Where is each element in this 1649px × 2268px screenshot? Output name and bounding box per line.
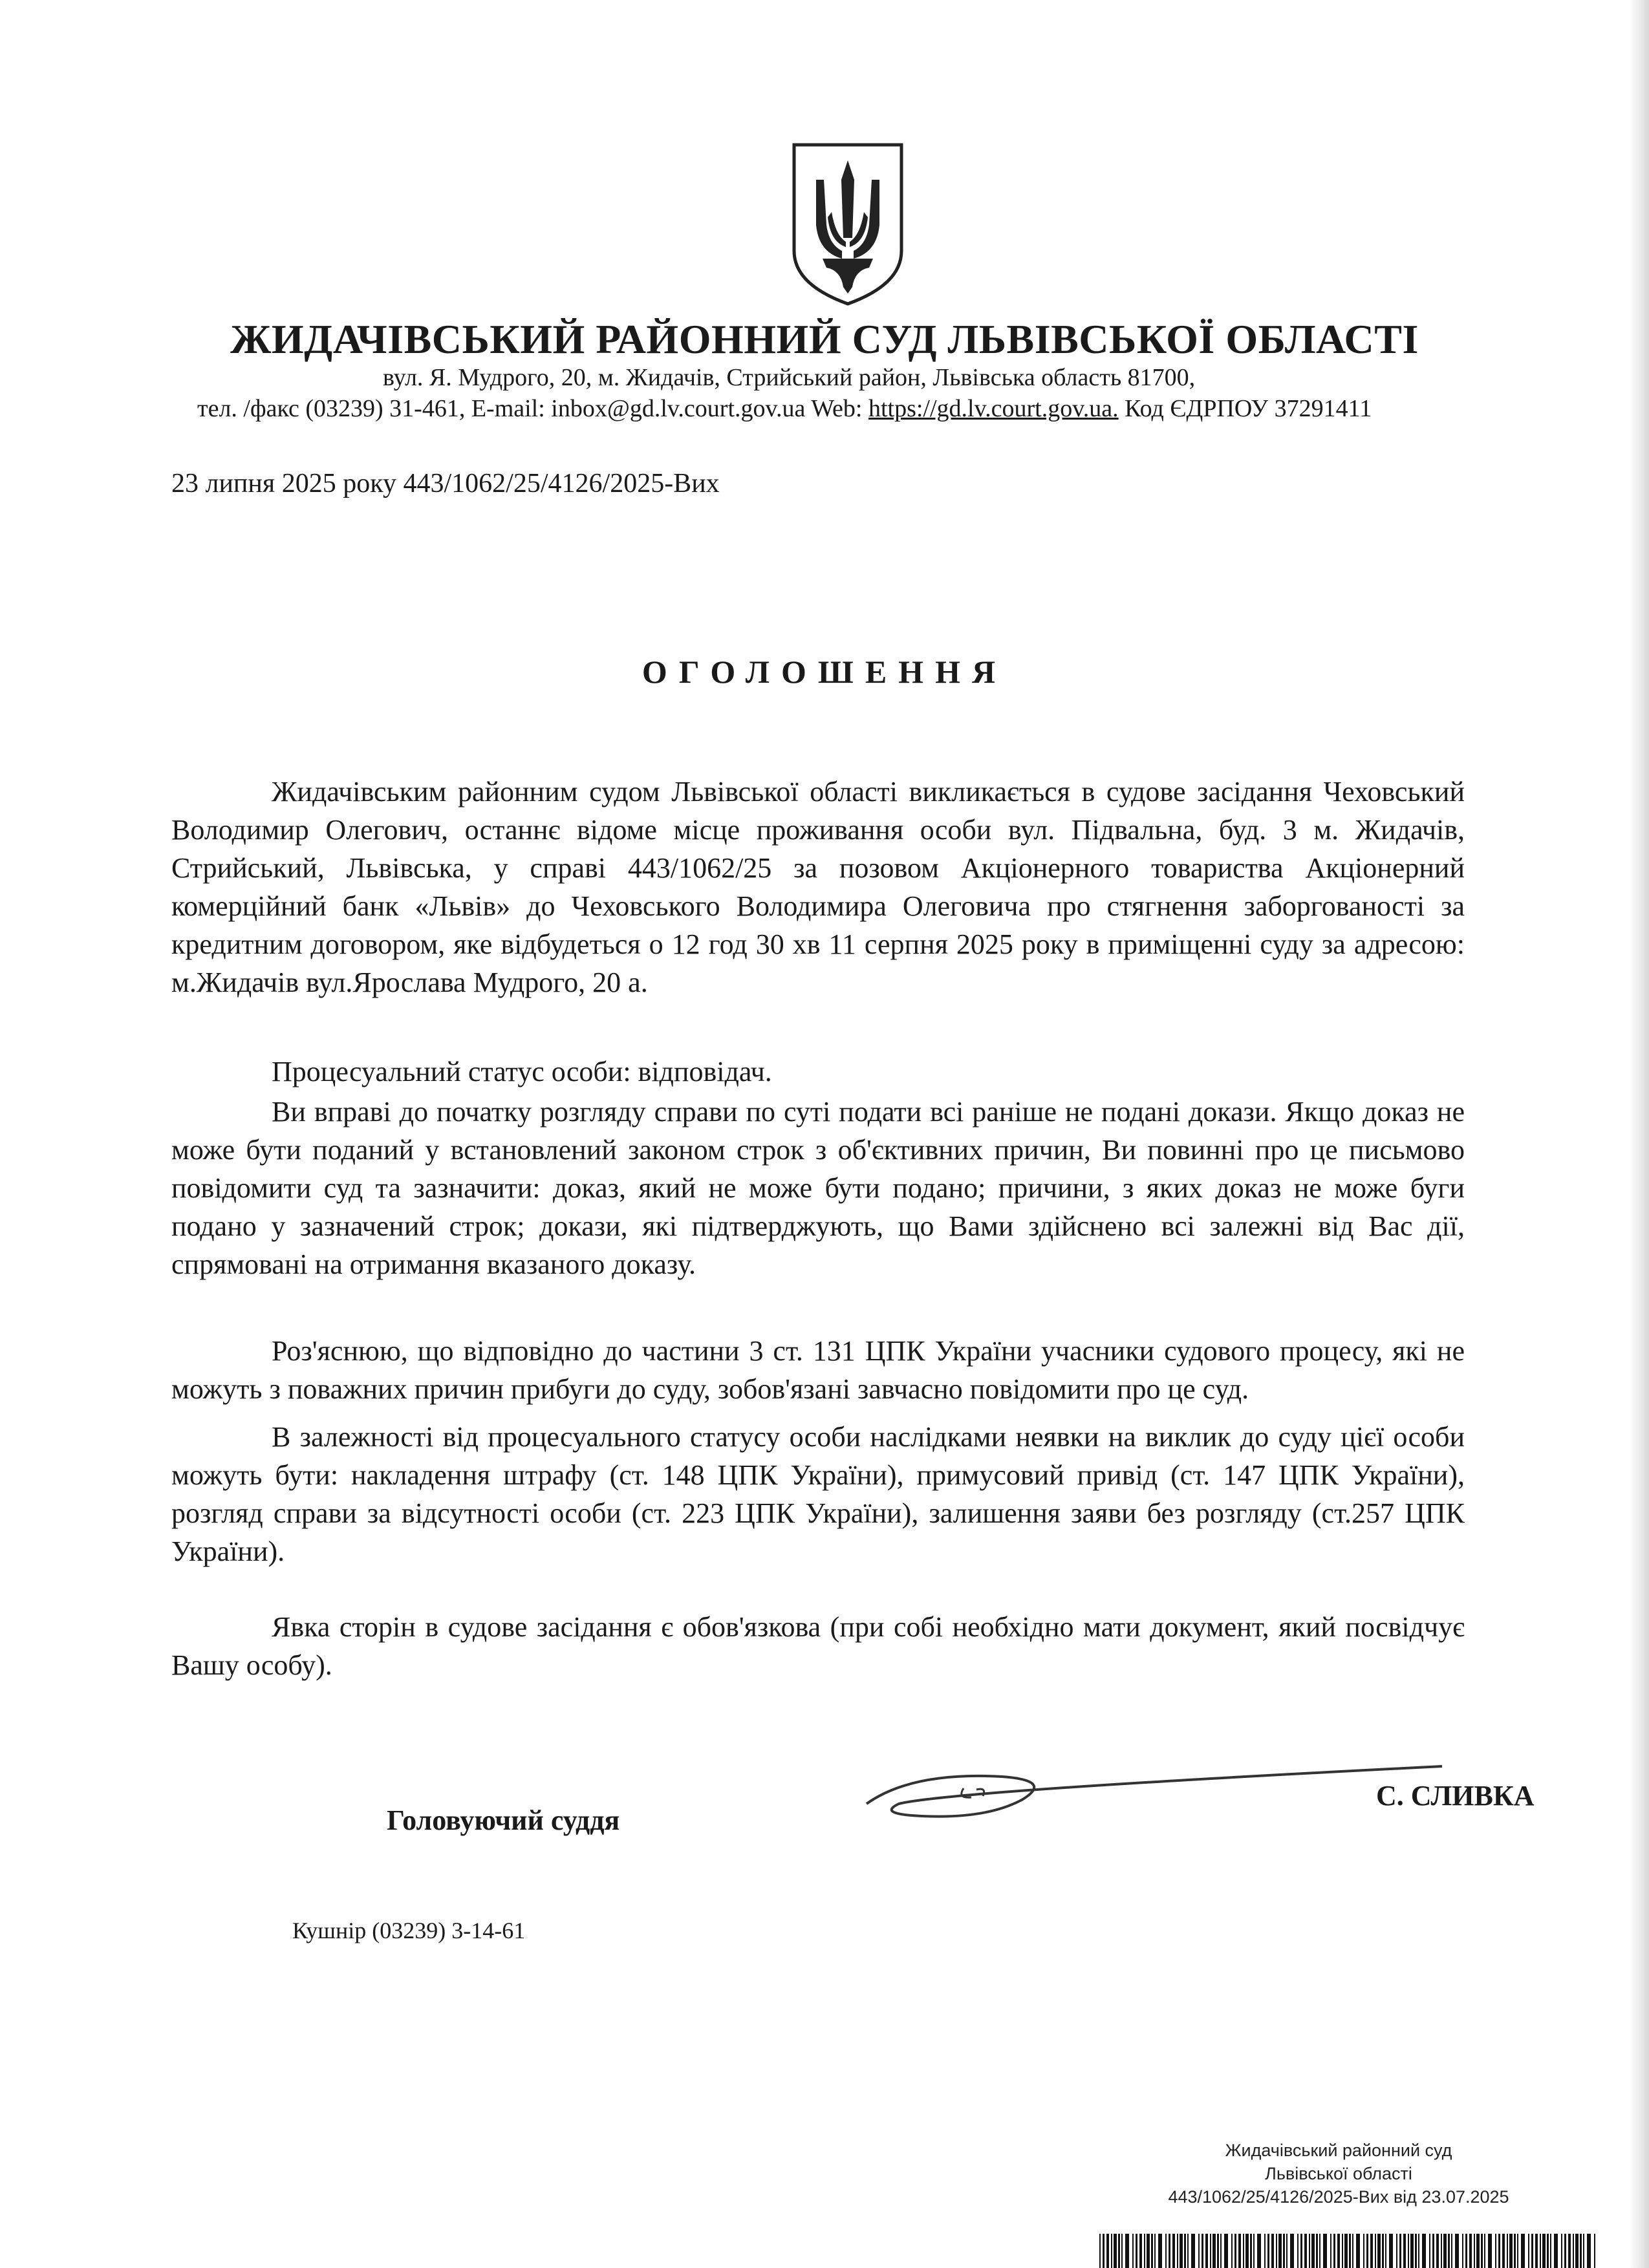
barcode-bar [1474, 2234, 1475, 2268]
barcode-bar [1366, 2234, 1368, 2268]
paragraph-evidence [171, 1093, 1465, 1283]
barcode-bar [1202, 2234, 1203, 2268]
stamp-region: Львівської області [1265, 2164, 1412, 2183]
barcode-bar [1217, 2234, 1219, 2268]
barcode-bar [1521, 2234, 1525, 2268]
judge-role-label: Головуючий суддя [387, 1804, 620, 1836]
barcode-bar [1451, 2234, 1452, 2268]
barcode-bar [1382, 2234, 1384, 2268]
contact-phone-email: тел. /факс (03239) 31-461, E-mail: inbox@gd.lv.court.gov.ua Web: [197, 395, 868, 422]
barcode-bar [1436, 2234, 1439, 2268]
barcode-bar [1349, 2234, 1351, 2268]
barcode-bar [1535, 2234, 1538, 2268]
barcode-bar [1187, 2234, 1189, 2268]
barcode-bar [1399, 2234, 1401, 2268]
barcode-bar [1502, 2234, 1505, 2268]
barcode-bar [1276, 2234, 1277, 2268]
barcode-bar [1154, 2234, 1156, 2268]
barcode-bar [1264, 2234, 1266, 2268]
barcode-bar [1488, 2234, 1492, 2268]
barcode-bar [1144, 2234, 1145, 2268]
barcode-bar [1498, 2234, 1500, 2268]
barcode-bar [1342, 2234, 1343, 2268]
paragraph-text: Роз'яснюю, що відповідно до частини 3 ст. 131 ЦПК України учасники судового процесу, які не можуть з поважних причин прибуги до суду, зобов'язані завчасно повідомити про це суд. [171, 1335, 1465, 1405]
barcode-bar [1403, 2234, 1406, 2268]
barcode-bar [1099, 2234, 1101, 2268]
barcode-bar [1465, 2234, 1467, 2268]
barcode-bar [1448, 2234, 1450, 2268]
paragraph-text: Жидачівським районним судом Львівської області викликається в судове засідання Чеховський Володимир Олегович, останнє відоме місце проживання особи вул. Підвальна, буд. 3 м. Жидачів, Стрийський, Львівська, у справі 443/1062/25 за позовом Акціонерного товариства Акціонерний комерційний банк «Львів» до Чеховського Володимира Олеговича про стягнення заборгованості за кредитним договором, яке відбудеться о 12 год 30 хв 11 серпня 2025 року в приміщенні суду за адресою: м.Жидачів вул.Ярослава Мудрого, 20 а. [171, 776, 1465, 998]
barcode-bar [1158, 2234, 1162, 2268]
barcode-bar [1429, 2234, 1430, 2268]
barcode-bar [1410, 2234, 1414, 2268]
barcode-bar [1245, 2234, 1249, 2268]
barcode-bar [1370, 2234, 1373, 2268]
paragraph-attendance [171, 1608, 1465, 1684]
barcode-bar [1278, 2234, 1282, 2268]
barcode-bar [1377, 2234, 1381, 2268]
barcode-bar [1271, 2234, 1274, 2268]
barcode-bar [1147, 2234, 1150, 2268]
barcode-bar [1396, 2234, 1397, 2268]
barcode-bar [1422, 2234, 1426, 2268]
barcode-bar [1547, 2234, 1549, 2268]
barcode-bar [1352, 2234, 1353, 2268]
barcode-bar [1363, 2234, 1364, 2268]
barcode-bar [1389, 2234, 1393, 2268]
barcode-bar [1169, 2234, 1170, 2268]
barcode-bar [1344, 2234, 1348, 2268]
barcode-bar [1198, 2234, 1200, 2268]
barcode-bar [1580, 2234, 1582, 2268]
barcode-bar [1238, 2234, 1241, 2268]
court-contacts [197, 394, 1372, 423]
barcode-bar [1469, 2234, 1472, 2268]
barcode-bar [1121, 2234, 1123, 2268]
court-name: ЖИДАЧІВСЬКИЙ РАЙОННИЙ СУД ЛЬВІВСЬКОЇ ОБЛАСТІ [230, 316, 1419, 362]
paragraph-text: В залежності від процесуального статусу особи наслідками неявки на виклик до суду цієї особи можуть бути: накладення штрафу (ст. 148 ЦПК України), примусовий привід (ст. 147 ЦПК України), розгляд справи за відсутності особи (ст. 223 ЦПК України), залишення заяви без розгляду (ст.257 ЦПК України). [171, 1421, 1465, 1567]
registration-stamp [1145, 2139, 1533, 2209]
barcode-bar [1418, 2234, 1419, 2268]
barcode-bar [1432, 2234, 1434, 2268]
barcode-bar [1220, 2234, 1222, 2268]
barcode-bar [1476, 2234, 1480, 2268]
barcode-bar [1455, 2234, 1459, 2268]
court-address: вул. Я. Мудрого, 20, м. Жидачів, Стрийський район, Львівська область 81700, [383, 364, 1196, 391]
edrpou-code: Код ЄДРПОУ 37291411 [1118, 395, 1372, 422]
barcode-bar [1583, 2234, 1584, 2268]
paragraph-consequences [171, 1418, 1465, 1570]
barcode-bar [1385, 2234, 1386, 2268]
barcode-bar [1564, 2234, 1566, 2268]
barcode-bar [1462, 2234, 1463, 2268]
barcode-bar [1151, 2234, 1153, 2268]
barcode-bar [1330, 2234, 1331, 2268]
document-title: ОГОЛОШЕННЯ [641, 654, 1008, 690]
barcode-bar [1210, 2234, 1211, 2268]
barcode-bar [1297, 2234, 1299, 2268]
stamp-registration-number: 443/1062/25/4126/2025-Вих від 23.07.2025 [1168, 2187, 1509, 2207]
ukraine-trident-emblem-icon [790, 141, 905, 308]
barcode-bar [1441, 2234, 1442, 2268]
barcode-bar [1575, 2234, 1579, 2268]
barcode-bar [1257, 2234, 1261, 2268]
barcode-bar [1180, 2234, 1183, 2268]
barcode-bar [1172, 2234, 1175, 2268]
document-date-reference: 23 липня 2025 року 443/1062/25/4126/2025-Вих [171, 469, 720, 498]
barcode-bar [1594, 2234, 1595, 2268]
barcode-bar [1484, 2234, 1485, 2268]
barcode-bar [1304, 2234, 1307, 2268]
barcode-bar [1106, 2234, 1109, 2268]
barcode-bar [1573, 2234, 1574, 2268]
barcode-bar [1443, 2234, 1447, 2268]
barcode-bar [1319, 2234, 1320, 2268]
barcode-bar [1114, 2234, 1117, 2268]
barcode-bar [1356, 2234, 1360, 2268]
barcode-bar [1191, 2234, 1195, 2268]
barcode-bar [1323, 2234, 1327, 2268]
barcode-bar [1290, 2234, 1294, 2268]
barcode-bar [1250, 2234, 1252, 2268]
barcode-bar [1514, 2234, 1516, 2268]
paragraph-text: Процесуальний статус особи: відповідач. [272, 1056, 772, 1087]
barcode-bar [1311, 2234, 1315, 2268]
handwritten-signature [860, 1759, 1442, 1836]
barcode-bar [1243, 2234, 1244, 2268]
barcode-bar [1132, 2234, 1134, 2268]
barcode-bar [1118, 2234, 1120, 2268]
barcode-bar [1528, 2234, 1529, 2268]
barcode-bar [1509, 2234, 1513, 2268]
paragraph-text: Явка сторін в судове засідання є обов'язкова (при собі необхідно мати документ, який посвідчує Вашу особу). [171, 1611, 1465, 1681]
barcode-bar [1415, 2234, 1417, 2268]
barcode-bar [1253, 2234, 1255, 2268]
paragraph-status [171, 1053, 1465, 1091]
barcode-bar [1587, 2234, 1591, 2268]
barcode-bar [1234, 2234, 1236, 2268]
barcode-bar [1507, 2234, 1508, 2268]
barcode-bar [1205, 2234, 1208, 2268]
paragraph-summons [171, 773, 1465, 1001]
website-link[interactable]: https://gd.lv.court.gov.ua. [868, 395, 1119, 422]
barcode-bar [1531, 2234, 1533, 2268]
barcode-bar [1568, 2234, 1571, 2268]
barcode-bar [1517, 2234, 1518, 2268]
barcode-bar [1408, 2234, 1409, 2268]
barcode-bar [1554, 2234, 1558, 2268]
barcode [1099, 2234, 1597, 2268]
judge-name: С. СЛИВКА [1376, 1780, 1535, 1812]
barcode-bar [1283, 2234, 1285, 2268]
barcode-bar [1550, 2234, 1551, 2268]
barcode-bar [1177, 2234, 1178, 2268]
barcode-bar [1184, 2234, 1186, 2268]
barcode-bar [1495, 2234, 1496, 2268]
barcode-bar [1561, 2234, 1562, 2268]
barcode-bar [1337, 2234, 1340, 2268]
barcode-bar [1103, 2234, 1105, 2268]
clerk-contact: Кушнір (03239) 3-14-61 [292, 1918, 526, 1943]
barcode-bar [1165, 2234, 1167, 2268]
paragraph-explanation [171, 1332, 1465, 1408]
barcode-bar [1333, 2234, 1335, 2268]
barcode-bar [1224, 2234, 1228, 2268]
barcode-bar [1139, 2234, 1142, 2268]
barcode-bar [1286, 2234, 1288, 2268]
barcode-bar [1316, 2234, 1318, 2268]
paragraph-text: Ви вправі до початку розгляду справи по суті подати всі раніше не подані докази. Якщо доказ не може бути поданий у встановлений законом строк з об'єктивних причин, Ви повинні про це письмово повідомити суд та зазначити: доказ, який не може бути подано; причини, з яких доказ не може буги подано у зазначений строк; докази, які підтверджують, що Вами здійснено всі залежні від Вас дії, спрямовані на отримання вказаного доказу. [171, 1096, 1465, 1280]
barcode-bar [1542, 2234, 1546, 2268]
barcode-bar [1540, 2234, 1541, 2268]
barcode-bar [1111, 2234, 1112, 2268]
barcode-bar [1212, 2234, 1216, 2268]
barcode-bar [1375, 2234, 1376, 2268]
barcode-bar [1309, 2234, 1310, 2268]
barcode-bar [1136, 2234, 1137, 2268]
barcode-bar [1231, 2234, 1233, 2268]
barcode-bar [1125, 2234, 1129, 2268]
barcode-bar [1300, 2234, 1302, 2268]
barcode-bar [1267, 2234, 1269, 2268]
barcode-bar [1481, 2234, 1483, 2268]
stamp-court-name: Жидачівський районний суд [1225, 2141, 1452, 2160]
